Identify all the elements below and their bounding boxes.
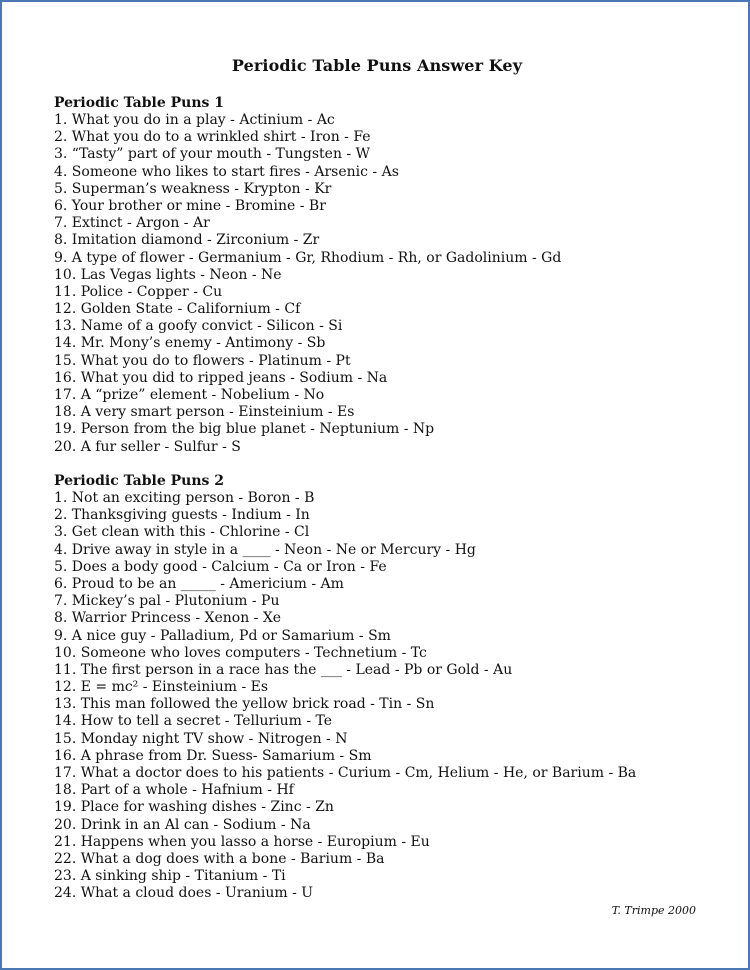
list-item: 19. Person from the big blue planet - Neptunium - Np bbox=[54, 421, 435, 438]
list-item: 16. What you did to ripped jeans - Sodium - Na bbox=[54, 369, 388, 386]
pun-list bbox=[54, 112, 734, 456]
pun-list bbox=[54, 490, 734, 903]
list-item: 4. Someone who likes to start fires - Arsenic - As bbox=[54, 163, 399, 180]
puns-section-1 bbox=[54, 94, 734, 456]
list-item: 12. Golden State - Californium - Cf bbox=[54, 301, 301, 318]
list-item: 6. Proud to be an _____ - Americium - Am bbox=[54, 575, 344, 592]
list-item: 17. What a doctor does to his patients - Curium - Cm, Helium - He, or Barium - Ba bbox=[54, 765, 637, 781]
puns-section-2 bbox=[54, 472, 734, 903]
list-item: 9. A nice guy - Palladium, Pd or Samarium - Sm bbox=[54, 627, 391, 644]
list-item: 13. This man followed the yellow brick road - Tin - Sn bbox=[54, 696, 435, 713]
list-item: 11. The first person in a race has the ___ - Lead - Pb or Gold - Au bbox=[54, 661, 513, 678]
list-item: 23. A sinking ship - Titanium - Ti bbox=[54, 868, 286, 885]
list-item: 15. Monday night TV show - Nitrogen - N bbox=[54, 730, 348, 747]
list-item: 19. Place for washing dishes - Zinc - Zn bbox=[54, 799, 334, 816]
list-item: 22. What a dog does with a bone - Barium - Ba bbox=[54, 850, 385, 867]
section-heading: Periodic Table Puns 2 bbox=[54, 473, 225, 489]
list-item: 18. Part of a whole - Hafnium - Hf bbox=[54, 782, 294, 799]
section-heading: Periodic Table Puns 1 bbox=[54, 95, 225, 111]
list-item: 11. Police - Copper - Cu bbox=[54, 283, 223, 300]
list-item: 16. A phrase from Dr. Suess- Samarium - Sm bbox=[54, 747, 372, 764]
list-item: 2. What you do to a wrinkled shirt - Iron - Fe bbox=[54, 129, 371, 146]
list-item: 14. How to tell a secret - Tellurium - Te bbox=[54, 713, 333, 730]
list-item: 8. Imitation diamond - Zirconium - Zr bbox=[54, 232, 320, 249]
list-item: 14. Mr. Mony’s enemy - Antimony - Sb bbox=[54, 335, 326, 352]
list-item: 13. Name of a goofy convict - Silicon - Si bbox=[54, 318, 343, 335]
list-item: 10. Las Vegas lights - Neon - Ne bbox=[54, 266, 282, 283]
list-item: 9. A type of flower - Germanium - Gr, Rhodium - Rh, or Gadolinium - Gd bbox=[54, 249, 562, 266]
list-item: 20. A fur seller - Sulfur - S bbox=[54, 438, 241, 455]
list-item: 3. Get clean with this - Chlorine - Cl bbox=[54, 524, 310, 541]
list-item: 20. Drink in an Al can - Sodium - Na bbox=[54, 816, 311, 833]
list-item: 1. What you do in a play - Actinium - Ac bbox=[54, 112, 335, 128]
list-item: 7. Mickey’s pal - Plutonium - Pu bbox=[54, 593, 280, 610]
list-item: 12. E = mc² - Einsteinium - Es bbox=[54, 679, 269, 696]
list-item: 15. What you do to flowers - Platinum - Pt bbox=[54, 352, 351, 369]
author-credit: T. Trimpe 2000 bbox=[611, 904, 696, 917]
list-item: 10. Someone who loves computers - Technetium - Tc bbox=[54, 644, 427, 661]
list-item: 6. Your brother or mine - Bromine - Br bbox=[54, 197, 326, 214]
list-item: 18. A very smart person - Einsteinium - Es bbox=[54, 404, 355, 421]
list-item: 5. Superman’s weakness - Krypton - Kr bbox=[54, 180, 332, 197]
list-item: 1. Not an exciting person - Boron - B bbox=[54, 490, 315, 506]
list-item: 17. A “prize” element - Nobelium - No bbox=[54, 387, 325, 403]
list-item: 7. Extinct - Argon - Ar bbox=[54, 215, 210, 232]
list-item: 5. Does a body good - Calcium - Ca or Iron - Fe bbox=[54, 558, 387, 575]
list-item: 2. Thanksgiving guests - Indium - In bbox=[54, 507, 310, 524]
list-item: 21. Happens when you lasso a horse - Europium - Eu bbox=[54, 833, 430, 850]
list-item: 8. Warrior Princess - Xenon - Xe bbox=[54, 610, 282, 627]
list-item: 3. “Tasty” part of your mouth - Tungsten - W bbox=[54, 146, 370, 163]
list-item: 4. Drive away in style in a ____ - Neon - Ne or Mercury - Hg bbox=[54, 541, 476, 558]
page-title: Periodic Table Puns Answer Key bbox=[231, 56, 523, 75]
list-item: 24. What a cloud does - Uranium - U bbox=[54, 885, 314, 902]
